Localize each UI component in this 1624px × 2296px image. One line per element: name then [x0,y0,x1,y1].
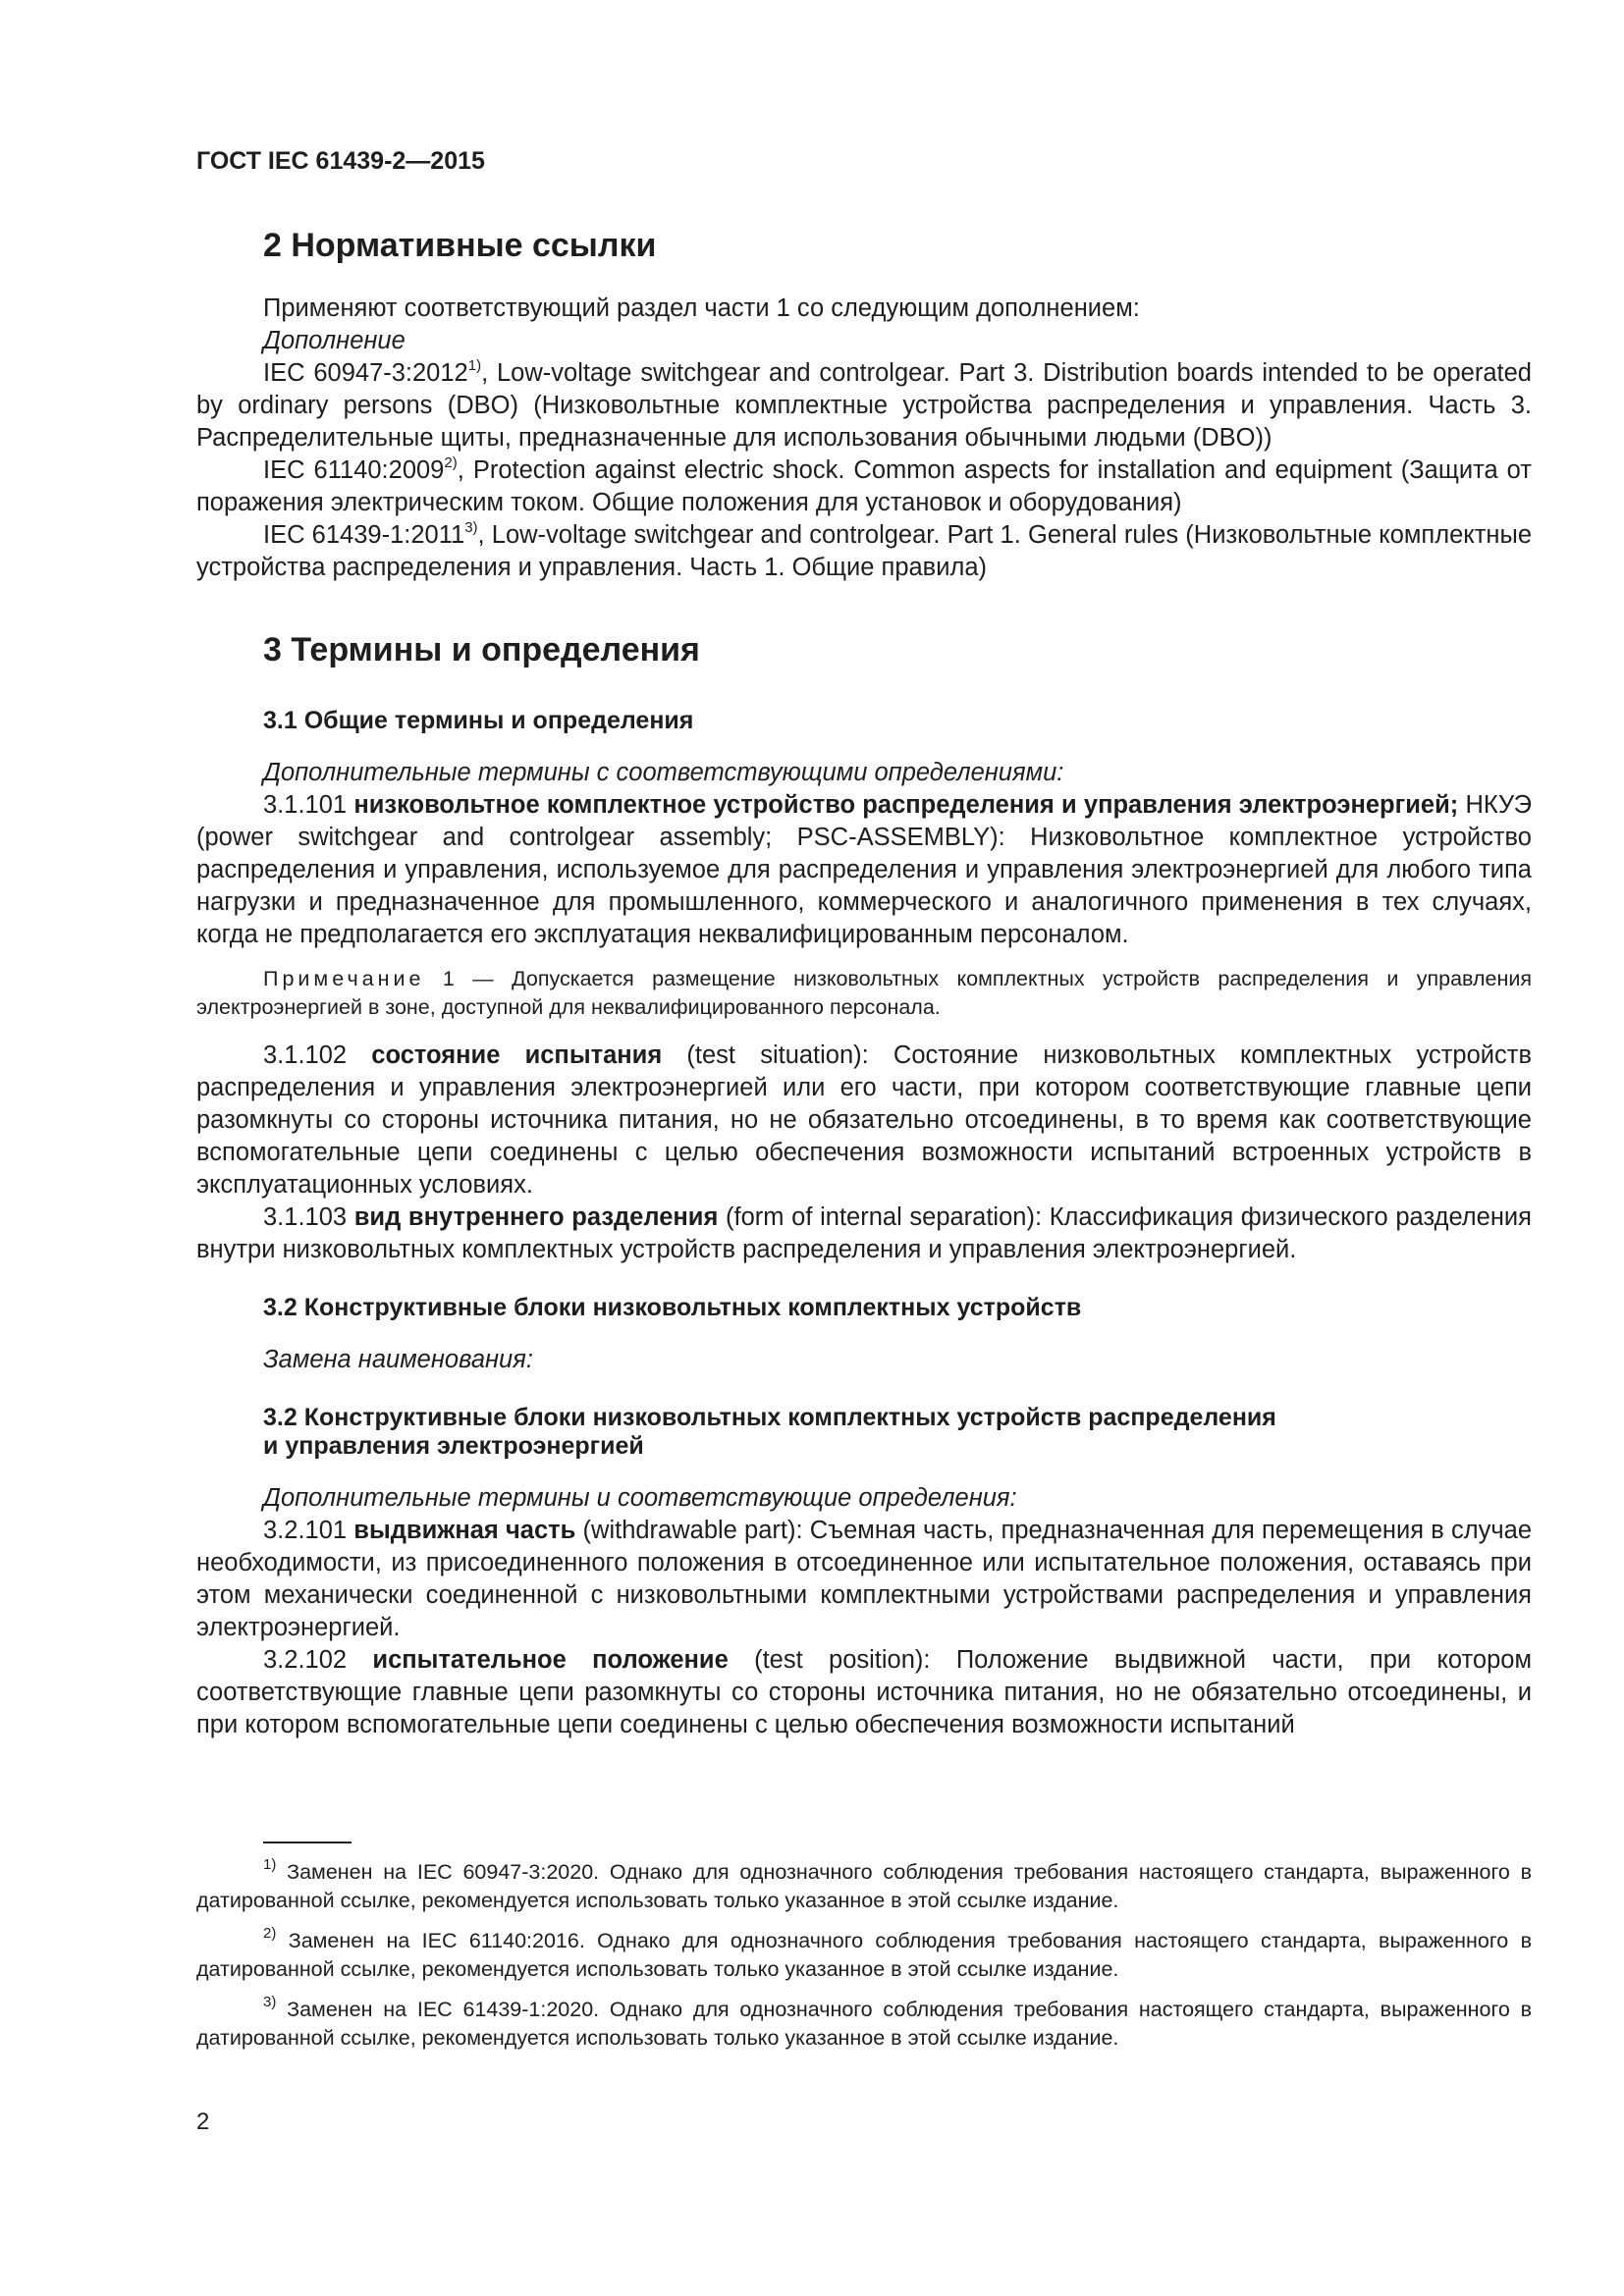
section-3-title: 3 Термины и определения [263,631,700,668]
subsection-3-1-intro: Дополнительные термины с соответствующими определениями: [263,759,1064,786]
term-3-1-103: 3.1.103 вид внутреннего разделения (form of internal separation): Классификация физического разделения внутри низковольтных комплектных устройств распределения и управления электроэнергией. [196,1203,1532,1263]
term-3-1-102: 3.1.102 состояние испытания (test situation): Состояние низковольтных комплектных устройств распределения и управления электроэнергией или его части, при котором соответствующие главные цепи разомкнуты со стороны источника питания, но не обязательно отсоединены, в то время как соответствующие вспомогательные цепи соединены с целью обеспечения возможности испытаний встроенных устройств в эксплуатационных условиях. [196,1041,1533,1199]
term-3-2-102: 3.2.102 испытательное положение (test position): Положение выдвижной части, при котором соответствующие главные цепи разомкнуты со стороны источника питания, но не обязательно отсоединены, и при котором вспомогательные цепи соединены с целью обеспечения возможности испытаний [196,1646,1532,1738]
reference-1: IEC 60947-3:2012$^{1)}$, Low-voltage switchgear and controlgear. Part 3. Distribution boards intended to be operated by ordinary persons (DBO) (Низковольтные комплектные устройства распределения и управления. Часть 3. Распределительные щиты, предназначенные для использования обычными людьми (DBO)) [196,356,1532,452]
subsection-3-2-title: 3.2 Конструктивные блоки низковольтных комплектных устройств [263,1294,1082,1321]
section-2-title: 2 Нормативные ссылки [263,227,657,264]
subsection-3-2-intro: Дополнительные термины и соответствующие определения: [263,1484,1017,1512]
document-page [196,147,1532,1741]
replacement-label: Замена наименования: [263,1346,533,1373]
footnote-ref-1: 1) [467,356,482,374]
document-header: ГОСТ IEC 61439-2—2015 [196,147,485,175]
footnote-ref-2: 2) [444,454,458,471]
footnote-2: $^{2)}$ Заменен на IEC 61140:2016. Однако для однозначного соблюдения требования настоящего стандарта, выраженного в датированной ссылке, рекомендуется использовать только указанное в этой ссылке издание. [196,1924,1532,1981]
footnotes [196,1855,1532,2064]
page-number: 2 [196,2109,210,2135]
term-3-1-101: 3.1.101 низковольтное комплектное устройство распределения и управления электроэнергией; НКУЭ (power switchgear and controlgear assembly; PSC-ASSEMBLY): Низковольтное комплектное устройство распределения и управления, используемое для распределения и управления электроэнергией для любого типа нагрузки и предназначенное для промышленного, коммерческого и аналогичного применения в тех случаях, когда не предполагается его эксплуатация неквалифицированным персоналом. [196,791,1533,948]
subsection-3-2-new-title-line-2: и управления электроэнергией [263,1432,644,1460]
reference-2: IEC 61140:2009$^{2)}$, Protection against electric shock. Common aspects for installation and equipment (Защита от поражения электрическим током. Общие положения для установок и оборудования) [196,454,1532,516]
footnote-separator [263,1842,352,1843]
reference-3: IEC 61439-1:2011$^{3)}$, Low-voltage switchgear and controlgear. Part 1. General rules (Низковольтные комплектные устройства распределения и управления. Часть 1. Общие правила) [196,518,1532,581]
note-1: Примечание 1 — Допускается размещение низковольтных комплектных устройств распределения и управления электроэнергией в зоне, доступной для неквалифицированного персонала. [196,967,1532,1019]
footnote-1: $^{1)}$ Заменен на IEC 60947-3:2020. Однако для однозначного соблюдения требования настоящего стандарта, выраженного в датированной ссылке, рекомендуется использовать только указанное в этой ссылке издание. [196,1855,1532,1912]
addition-label: Дополнение [263,327,406,354]
subsection-3-2-new-title-line-1: 3.2 Конструктивные блоки низковольтных комплектных устройств распределения [263,1404,1276,1431]
subsection-3-1-title: 3.1 Общие термины и определения [263,707,694,734]
footnote-ref-3: 3) [464,518,478,536]
footnote-3: $^{3)}$ Заменен на IEC 61439-1:2020. Однако для однозначного соблюдения требования настоящего стандарта, выраженного в датированной ссылке, рекомендуется использовать только указанное в этой ссылке издание. [196,1993,1532,2050]
section-2-intro: Применяют соответствующий раздел части 1 со следующим дополнением: [263,294,1140,322]
term-3-2-101: 3.2.101 выдвижная часть (withdrawable part): Съемная часть, предназначенная для перемещения в случае необходимости, из присоединенного положения в отсоединенное или испытательное положения, оставаясь при этом механически соединенной с низковольтными комплектными устройствами распределения и управления электроэнергией. [196,1517,1533,1641]
